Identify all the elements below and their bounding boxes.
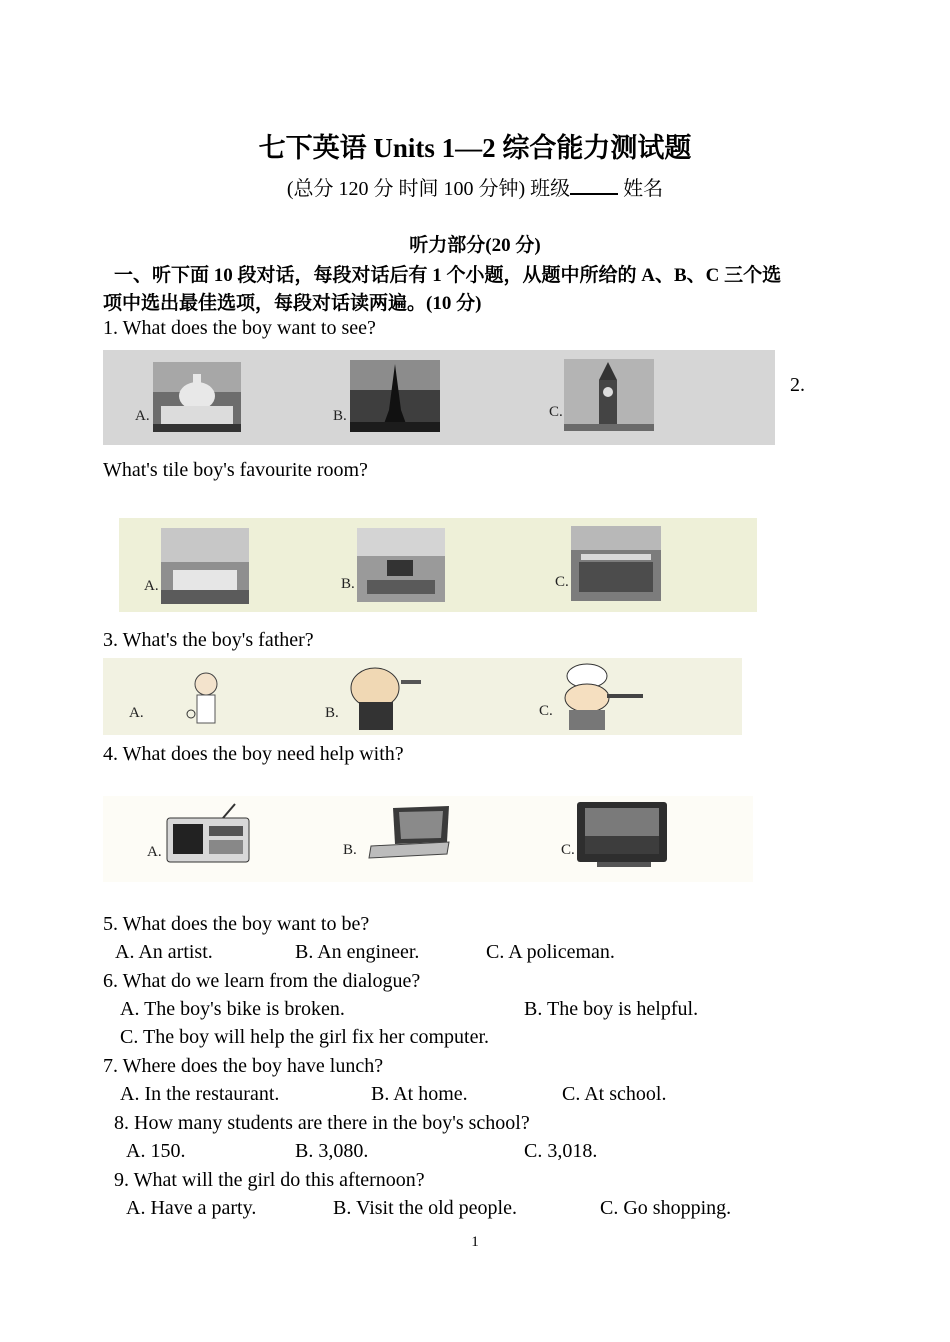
q4-option-a-label: A. <box>147 844 162 860</box>
question-9: 9. What will the girl do this afternoon? <box>114 1169 425 1191</box>
question-2-number: 2. <box>790 374 805 396</box>
radio-picture <box>167 804 249 862</box>
q7-option-c: C. At school. <box>562 1083 667 1105</box>
instruction-line-2: 项中选出最佳选项，每段对话读两遍。(10 分) <box>103 293 482 314</box>
q6-option-c: C. The boy will help the girl fix her computer. <box>120 1026 490 1048</box>
question-5: 5. What does the boy want to be? <box>103 913 370 935</box>
subtitle-suffix: 姓名 <box>618 178 664 200</box>
q3-option-b-label: B. <box>325 705 339 721</box>
question-2-image-strip <box>119 518 757 612</box>
page-number: 1 <box>471 1234 479 1250</box>
page-subtitle <box>0 172 950 201</box>
q8-option-c: C. 3,018. <box>524 1140 598 1162</box>
chef-picture <box>565 664 643 730</box>
bedroom-picture <box>161 528 249 604</box>
q1-option-a-label: A. <box>135 408 150 424</box>
q7-option-b: B. At home. <box>371 1083 468 1105</box>
capitol-building-picture <box>153 362 241 432</box>
question-7: 7. Where does the boy have lunch? <box>103 1055 384 1077</box>
q6-option-a: A. The boy's bike is broken. <box>120 998 345 1020</box>
q6-option-b: B. The boy is helpful. <box>524 998 699 1020</box>
q3-option-a-label: A. <box>129 705 144 721</box>
q2-option-a-label: A. <box>144 578 159 594</box>
question-3: 3. What's the boy's father? <box>103 629 314 651</box>
q9-option-b: B. Visit the old people. <box>333 1197 517 1219</box>
question-4-image-strip <box>103 796 753 882</box>
question-2: What's tile boy's favourite room? <box>103 459 368 481</box>
kitchen-picture <box>571 526 661 601</box>
laptop-picture <box>369 806 449 858</box>
clock-tower-picture <box>564 359 654 431</box>
q5-option-b: B. An engineer. <box>295 941 420 963</box>
q3-option-c-label: C. <box>539 703 553 719</box>
living-room-picture <box>357 528 445 602</box>
question-3-image-strip <box>103 658 742 735</box>
q2-option-c-label: C. <box>555 574 569 590</box>
q2-option-b-label: B. <box>341 576 355 592</box>
q4-option-c-label: C. <box>561 842 575 858</box>
question-8: 8. How many students are there in the boy's school? <box>114 1112 530 1134</box>
section-title: 听力部分(20 分) <box>409 235 541 256</box>
eiffel-tower-picture <box>350 360 440 432</box>
q7-option-a: A. In the restaurant. <box>120 1083 280 1105</box>
q1-option-c-label: C. <box>549 404 563 420</box>
q8-option-b: B. 3,080. <box>295 1140 369 1162</box>
q9-option-a: A. Have a party. <box>126 1197 257 1219</box>
q5-option-a: A. An artist. <box>115 941 213 963</box>
doctor-picture <box>187 673 217 723</box>
page-title: 七下英语 Units 1—2 综合能力测试题 <box>258 133 692 163</box>
q8-option-a: A. 150. <box>126 1140 186 1162</box>
q9-option-c: C. Go shopping. <box>600 1197 732 1219</box>
subtitle-prefix: (总分 120 分 时间 100 分钟) 班级 <box>286 178 571 200</box>
question-1-image-strip <box>103 350 775 445</box>
waiter-picture <box>351 668 421 730</box>
question-1: 1. What does the boy want to see? <box>103 317 376 339</box>
question-6: 6. What do we learn from the dialogue? <box>103 970 421 992</box>
question-4: 4. What does the boy need help with? <box>103 743 404 765</box>
q1-option-b-label: B. <box>333 408 347 424</box>
television-picture <box>577 802 667 867</box>
q4-option-b-label: B. <box>343 842 357 858</box>
instruction-line-1: 一、听下面 10 段对话，每段对话后有 1 个小题，从题中所给的 A、B、C 三个选 <box>114 265 782 286</box>
q5-option-c: C. A policeman. <box>486 941 615 963</box>
class-blank <box>570 179 618 195</box>
